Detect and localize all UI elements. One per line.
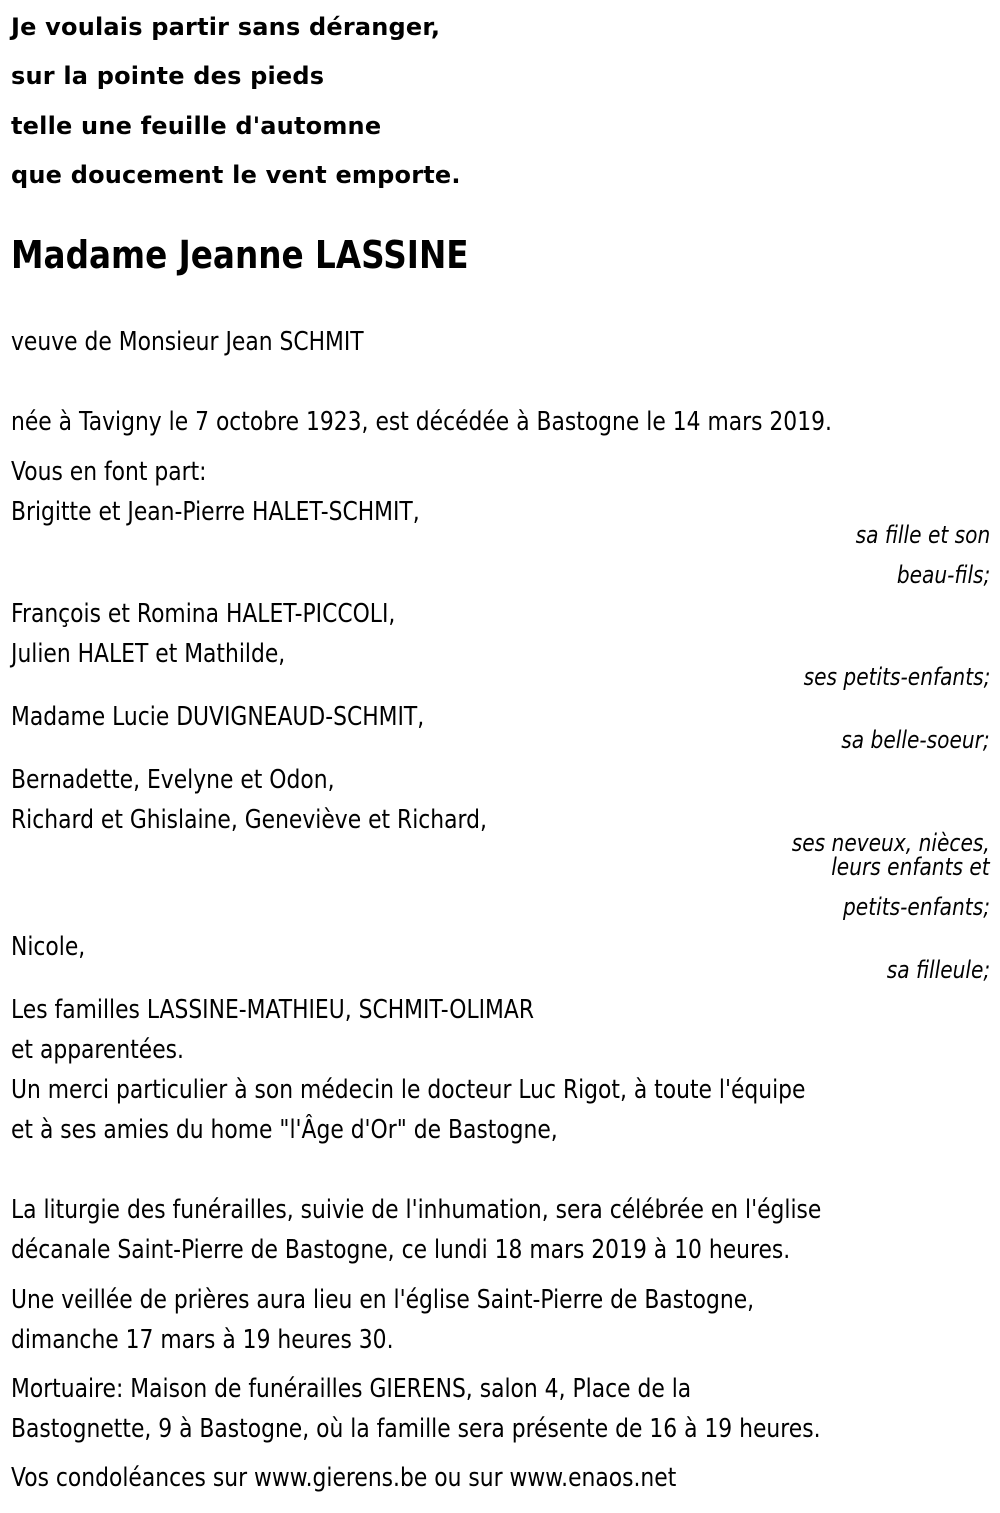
family-names: Madame Lucie DUVIGNEAUD-SCHMIT, — [11, 702, 425, 732]
family-relation: sa fille et son — [855, 521, 990, 549]
condolences-line — [11, 1465, 676, 1491]
family-names: Bernadette, Evelyne et Odon, — [11, 765, 335, 795]
mortuary-line: Mortuaire: Maison de funérailles GIERENS, salon 4, Place de la — [11, 1374, 692, 1404]
family-names: Richard et Ghislaine, Geneviève et Richard, — [11, 805, 487, 835]
thanks-line: Un merci particulier à son médecin le docteur Luc Rigot, à toute l'équipe — [11, 1075, 806, 1105]
family-names: Julien HALET et Mathilde, — [11, 639, 286, 669]
family-relation: sa filleule; — [886, 956, 990, 984]
family-relation: ses petits-enfants; — [803, 663, 990, 691]
enaos-link[interactable]: www.enaos.net — [509, 1463, 677, 1493]
vigil-line: Une veillée de prières aura lieu en l'église Saint-Pierre de Bastogne, — [11, 1285, 755, 1315]
life-line: née à Tavigny le 7 octobre 1923, est décédée à Bastogne le 14 mars 2019. — [11, 407, 832, 437]
family-relation: leurs enfants et — [831, 853, 990, 881]
family-relation: beau-fils; — [896, 561, 990, 589]
poem-line: sur la pointe des pieds — [11, 62, 325, 90]
spouse-line: veuve de Monsieur Jean SCHMIT — [11, 327, 364, 357]
mortuary-line: Bastognette, 9 à Bastogne, où la famille sera présente de 16 à 19 heures. — [11, 1414, 821, 1444]
funeral-line: La liturgie des funérailles, suivie de l'inhumation, sera célébrée en l'église — [11, 1195, 822, 1225]
family-names: Brigitte et Jean-Pierre HALET-SCHMIT, — [11, 497, 420, 527]
poem-line: telle une feuille d'automne — [11, 112, 382, 140]
announcement-intro: Vous en font part: — [11, 457, 207, 487]
vigil-line: dimanche 17 mars à 19 heures 30. — [11, 1325, 394, 1355]
families-line: et apparentées. — [11, 1035, 184, 1065]
family-relation: petits-enfants; — [843, 893, 990, 921]
condolences-middle: ou sur — [427, 1463, 510, 1493]
thanks-line: et à ses amies du home "l'Âge d'Or" de Bastogne, — [11, 1115, 558, 1145]
poem-line: que doucement le vent emporte. — [11, 161, 461, 189]
family-names: François et Romina HALET-PICCOLI, — [11, 599, 396, 629]
funeral-line: décanale Saint-Pierre de Bastogne, ce lundi 18 mars 2019 à 10 heures. — [11, 1235, 791, 1265]
family-relation: ses neveux, nièces, — [791, 829, 990, 857]
gierens-link[interactable]: www.gierens.be — [254, 1463, 428, 1493]
condolences-prefix: Vos condoléances sur — [11, 1463, 255, 1493]
deceased-name: Madame Jeanne LASSINE — [11, 233, 469, 277]
poem-line: Je voulais partir sans déranger, — [11, 13, 441, 41]
families-line: Les familles LASSINE-MATHIEU, SCHMIT-OLIMAR — [11, 995, 535, 1025]
family-relation: sa belle-soeur; — [841, 726, 990, 754]
family-names: Nicole, — [11, 932, 86, 962]
